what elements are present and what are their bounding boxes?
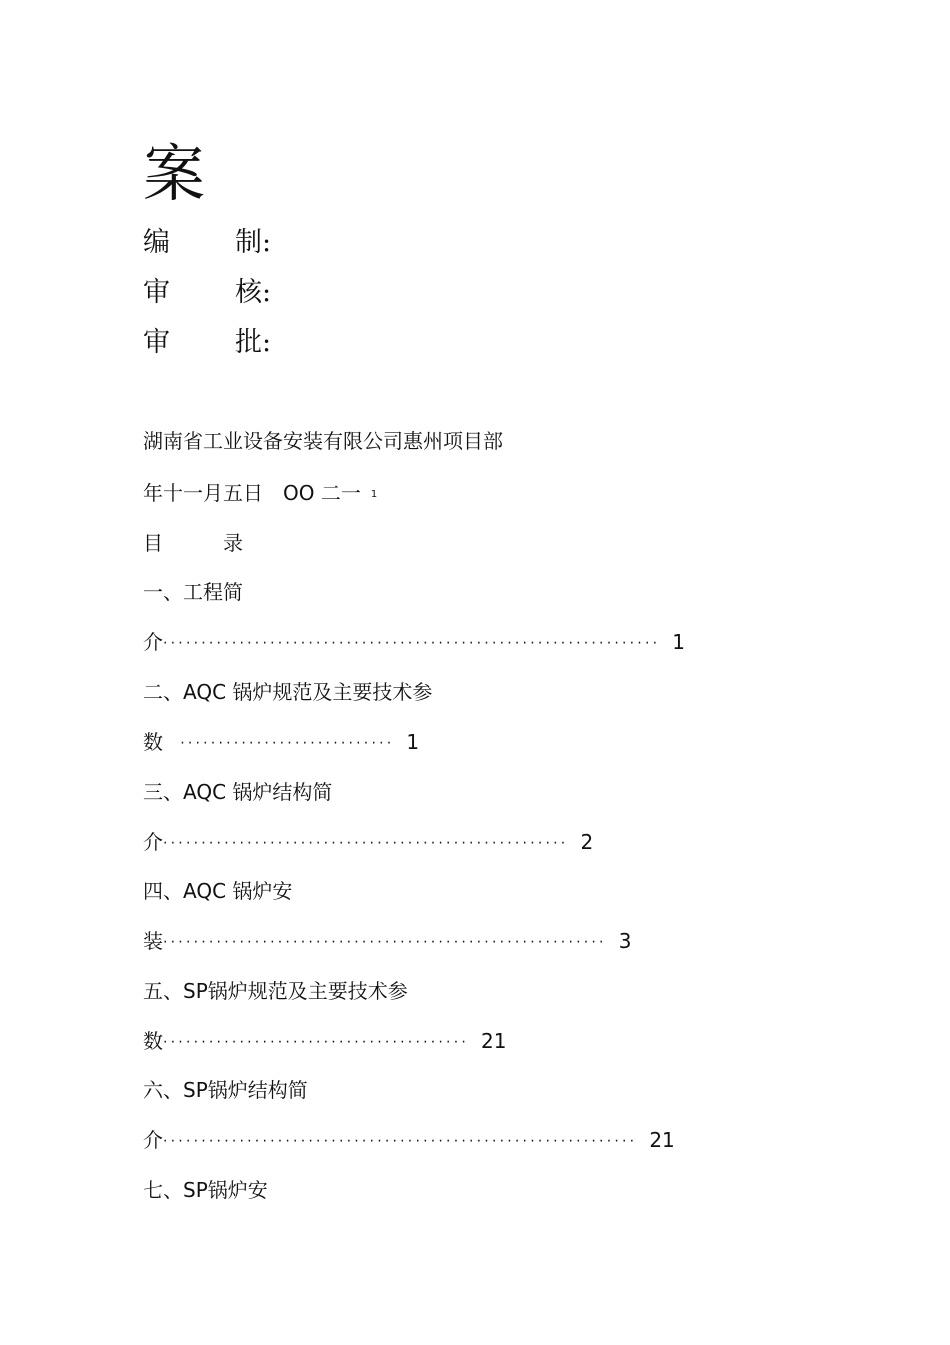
signoff-colon: :: [262, 327, 272, 358]
toc-page-number: 1: [406, 730, 420, 754]
signoff-label-char1: 编: [143, 227, 170, 258]
toc-leader-dots: ······························································: [163, 1133, 638, 1150]
toc-heading-char1: 目: [143, 531, 163, 555]
toc-entry-tail: 数: [143, 1029, 163, 1053]
toc-entry-heading[interactable]: 四、AQC 锅炉安: [143, 879, 293, 903]
toc-leader-dots: ········································: [163, 1034, 470, 1051]
toc-heading-char2: 录: [223, 531, 243, 555]
date-subscript: 1: [370, 488, 378, 500]
toc-leader-dots: ··························································: [163, 934, 607, 951]
toc-entry-leader-line[interactable]: [143, 927, 631, 957]
signoff-compile: [143, 226, 271, 260]
toc-entry-heading[interactable]: 六、SP锅炉结构简: [143, 1078, 308, 1102]
toc-entry-heading[interactable]: 三、AQC 锅炉结构简: [143, 780, 333, 804]
toc-heading: [143, 529, 243, 557]
toc-entry-tail: 介: [143, 630, 163, 654]
toc-page-number: 21: [649, 1128, 675, 1152]
toc-page-number: 3: [618, 929, 632, 953]
toc-page-number: 2: [580, 830, 594, 854]
company-name: 湖南省工业设备安装有限公司惠州项目部: [143, 429, 503, 453]
title-character: 案: [143, 137, 206, 210]
toc-entry-tail: 介: [143, 1128, 163, 1152]
toc-leader-dots: ·································································: [163, 635, 661, 652]
toc-entry-heading[interactable]: 五、SP锅炉规范及主要技术参: [143, 979, 408, 1003]
signoff-review: [143, 276, 271, 310]
toc-page-number: 1: [672, 630, 685, 654]
toc-page-number: 21: [481, 1029, 507, 1053]
toc-entry-tail: 装: [143, 929, 163, 953]
toc-leader-dots: ·····················································: [163, 835, 569, 852]
toc-entry-leader-line[interactable]: [143, 828, 593, 858]
signoff-label-char1: 审: [143, 277, 170, 308]
date-line: [143, 479, 377, 509]
toc-entry-tail: 介: [143, 830, 163, 854]
toc-entry-leader-line[interactable]: [143, 728, 419, 758]
toc-leader-dots: ····························: [163, 735, 395, 752]
toc-entry-leader-line[interactable]: [143, 628, 685, 658]
signoff-colon: :: [262, 277, 272, 308]
signoff-label-char1: 审: [143, 327, 170, 358]
toc-entry-leader-line[interactable]: [143, 1027, 506, 1057]
signoff-label-char2: 批: [235, 327, 262, 358]
signoff-approve: [143, 326, 271, 360]
toc-entry-heading[interactable]: 一、工程简: [143, 580, 243, 604]
signoff-label-char2: 核: [235, 277, 262, 308]
toc-entry-heading[interactable]: 七、SP锅炉安: [143, 1178, 268, 1202]
toc-entry-tail: 数: [143, 730, 163, 754]
signoff-colon: :: [262, 227, 272, 258]
toc-entry-leader-line[interactable]: [143, 1126, 675, 1156]
toc-entry-heading[interactable]: 二、AQC 锅炉规范及主要技术参: [143, 680, 433, 704]
signoff-label-char2: 制: [235, 227, 262, 258]
date-text: 年十一月五日 OO 二一: [143, 481, 361, 505]
